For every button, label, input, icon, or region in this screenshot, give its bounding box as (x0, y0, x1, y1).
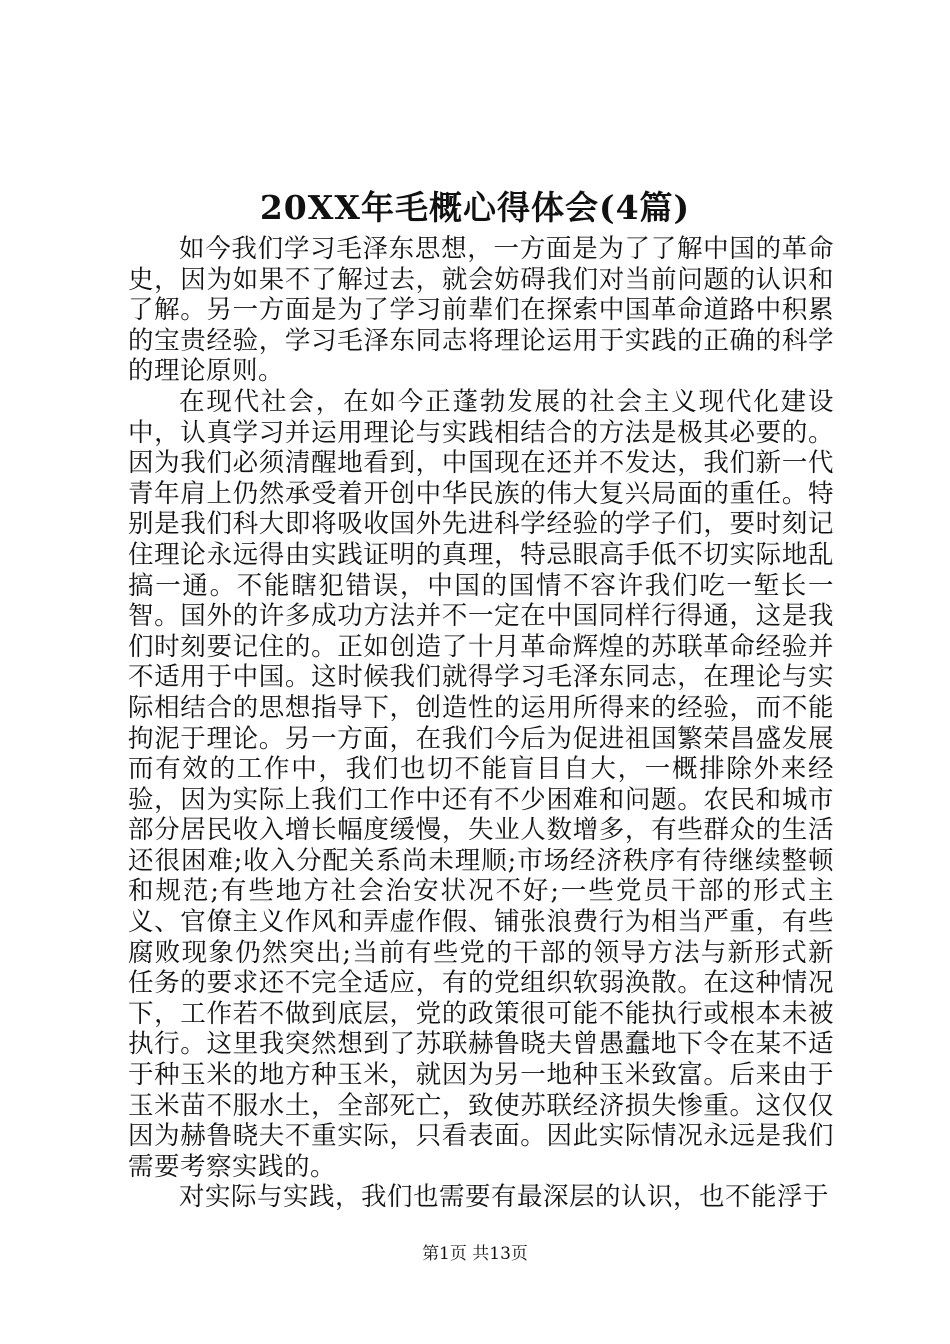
paragraph-3: 对实际与实践，我们也需要有最深层的认识，也不能浮于 (179, 1182, 830, 1213)
document-title: 20XX年毛概心得体会(4篇) (259, 188, 691, 227)
document-body (128, 234, 834, 1213)
page-footer: 第1页 共13页 (422, 1244, 528, 1264)
paragraph-2: 在现代社会，在如今正蓬勃发展的社会主义现代化建设中，认真学习并运用理论与实践相结合的方法是极其必要的。因为我们必须清醒地看到，中国现在还并不发达，我们新一代青年肩上仍然承受着开创中华民族的伟大复兴局面的重任。特别是我们科大即将吸收国外先进科学经验的学子们，要时刻记住理论永远得由实践证明的真理，特忌眼高手低不切实际地乱搞一通。不能瞎犯错误，中国的国情不容许我们吃一堑长一智。国外的许多成功方法并不一定在中国同样行得通，这是我们时刻要记住的。正如创造了十月革命辉煌的苏联革命经验并不适用于中国。这时候我们就得学习毛泽东同志，在理论与实际相结合的思想指导下，创造性的运用所得来的经验，而不能拘泥于理论。另一方面，在我们今后为促进祖国繁荣昌盛发展而有效的工作中，我们也切不能盲目自大，一概排除外来经验，因为实际上我们工作中还有不少困难和问题。农民和城市部分居民收入增长幅度缓慢，失业人数增多，有些群众的生活还很困难;收入分配关系尚未理顺;市场经济秩序有待继续整顿和规范;有些地方社会治安状况不好;一些党员干部的形式主义、官僚主义作风和弄虚作假、铺张浪费行为相当严重，有些腐败现象仍然突出;当前有些党的干部的领导方法与新形式新任务的要求还不完全适应，有的党组织软弱涣散。在这种情况下，工作若不做到底层，党的政策很可能不能执行或根本未被执行。这里我突然想到了苏联赫鲁晓夫曾愚蠢地下令在某不适于种玉米的地方种玉米，就因为另一地种玉米致富。后来由于玉米苗不服水土，全部死亡，致使苏联经济损失惨重。这仅仅因为赫鲁晓夫不重实际，只看表面。因此实际情况永远是我们需要考察实践的。 (128, 386, 834, 1182)
paragraph-1: 如今我们学习毛泽东思想，一方面是为了了解中国的革命史，因为如果不了解过去，就会妨碍我们对当前问题的认识和了解。另一方面是为了学习前辈们在探索中国革命道路中积累的宝贵经验，学习毛泽东同志将理论运用于实践的正确的科学的理论原则。 (128, 234, 834, 387)
